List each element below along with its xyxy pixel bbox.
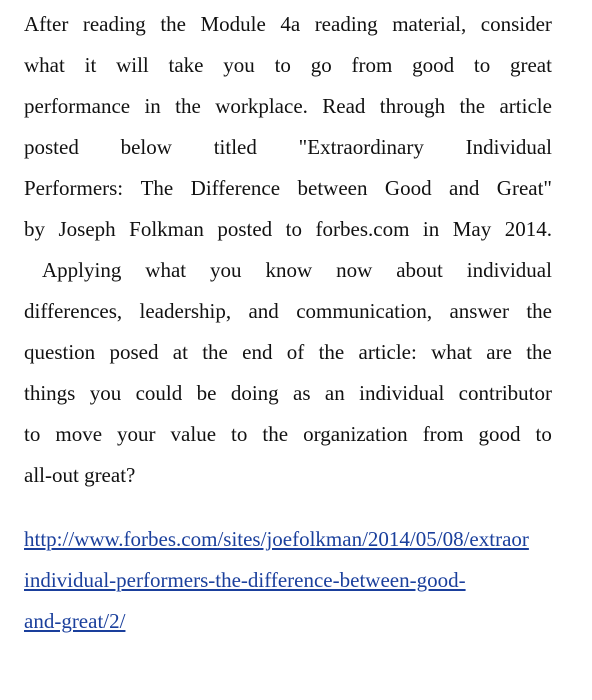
word: posted xyxy=(217,217,273,241)
word: in xyxy=(422,217,440,241)
word: good xyxy=(412,53,455,77)
paragraph-line xyxy=(24,297,552,325)
word: move xyxy=(55,422,103,446)
word: things xyxy=(24,381,76,405)
word: end xyxy=(242,340,273,364)
word: performance xyxy=(24,94,131,118)
word: your xyxy=(117,422,156,446)
word: between xyxy=(297,176,368,200)
word: go xyxy=(310,53,332,77)
word: Great" xyxy=(496,176,552,200)
word: answer xyxy=(449,299,509,323)
word: by xyxy=(24,217,45,241)
article-link-line[interactable]: individual-performers-the-difference-between-good- xyxy=(24,568,466,592)
word: about xyxy=(396,258,443,282)
word: posted xyxy=(24,135,79,159)
word: through xyxy=(379,94,446,118)
word: what xyxy=(145,258,187,282)
word: great xyxy=(509,53,552,77)
article-link-line[interactable]: and-great/2/ xyxy=(24,609,126,633)
word: the xyxy=(526,299,552,323)
word: from xyxy=(422,422,464,446)
word: what xyxy=(431,340,472,364)
word: differences, xyxy=(24,299,123,323)
paragraph-line xyxy=(24,338,552,366)
word: "Extraordinary xyxy=(298,135,424,159)
word: Good xyxy=(384,176,432,200)
word: titled xyxy=(213,135,257,159)
word: value xyxy=(170,422,217,446)
word: an xyxy=(324,381,345,405)
word: will xyxy=(116,53,149,77)
word: to xyxy=(473,53,491,77)
word: Individual xyxy=(465,135,552,159)
word: Read xyxy=(322,94,366,118)
word: reading xyxy=(314,12,378,36)
word: reading xyxy=(82,12,146,36)
word: the xyxy=(459,94,486,118)
word: it xyxy=(84,53,97,77)
word: the xyxy=(175,94,201,118)
word: article: xyxy=(358,340,417,364)
word: to xyxy=(285,217,303,241)
word: doing xyxy=(230,381,279,405)
paragraph-line xyxy=(24,92,552,120)
paragraph-line xyxy=(24,215,552,243)
paragraph-line xyxy=(42,256,552,284)
word: now xyxy=(336,258,373,282)
word: workplace. xyxy=(215,94,308,118)
word: in xyxy=(144,94,161,118)
word: at xyxy=(172,340,188,364)
word: are xyxy=(486,340,512,364)
word: good xyxy=(478,422,521,446)
word: the xyxy=(202,340,228,364)
word: the xyxy=(262,422,289,446)
word: to xyxy=(24,422,41,446)
word: communication, xyxy=(296,299,433,323)
word: article xyxy=(499,94,552,118)
word: the xyxy=(160,12,186,36)
word: Performers: xyxy=(24,176,124,200)
paragraph-line xyxy=(24,420,552,448)
word: Module xyxy=(200,12,266,36)
word: May xyxy=(452,217,492,241)
paragraph-line xyxy=(24,51,552,79)
paragraph-line xyxy=(24,174,552,202)
word: Joseph xyxy=(58,217,116,241)
word: organization xyxy=(303,422,408,446)
word: to xyxy=(535,422,552,446)
word: you xyxy=(210,258,242,282)
article-link-line[interactable]: http://www.forbes.com/sites/joefolkman/2014/05/08/extraor xyxy=(24,527,529,551)
word: what xyxy=(24,53,65,77)
word: the xyxy=(526,340,552,364)
word: know xyxy=(265,258,313,282)
word: material, xyxy=(392,12,467,36)
word: take xyxy=(168,53,204,77)
word: you xyxy=(223,53,255,77)
word: of xyxy=(286,340,305,364)
word: from xyxy=(351,53,393,77)
word: you xyxy=(89,381,122,405)
paragraph-last-line: all-out great? xyxy=(24,463,136,487)
paragraph-line xyxy=(24,133,552,161)
word: contributor xyxy=(458,381,552,405)
word: forbes.com xyxy=(315,217,410,241)
word: 4a xyxy=(280,12,301,36)
word: posed xyxy=(109,340,159,364)
word: question xyxy=(24,340,96,364)
word: and xyxy=(449,176,480,200)
paragraph-line xyxy=(24,10,552,38)
word: After xyxy=(24,12,69,36)
word: as xyxy=(293,381,311,405)
word: Difference xyxy=(190,176,281,200)
word: individual xyxy=(466,258,552,282)
word: 2014. xyxy=(504,217,552,241)
word: to xyxy=(231,422,248,446)
word: The xyxy=(140,176,174,200)
word: leadership, xyxy=(139,299,232,323)
word: individual xyxy=(359,381,445,405)
paragraph-line xyxy=(24,379,552,407)
word: could xyxy=(135,381,183,405)
word: the xyxy=(318,340,345,364)
word: Folkman xyxy=(129,217,204,241)
word: below xyxy=(120,135,172,159)
word: to xyxy=(274,53,291,77)
word: and xyxy=(248,299,279,323)
word: Applying xyxy=(42,258,122,282)
word: consider xyxy=(480,12,552,36)
word: be xyxy=(196,381,217,405)
